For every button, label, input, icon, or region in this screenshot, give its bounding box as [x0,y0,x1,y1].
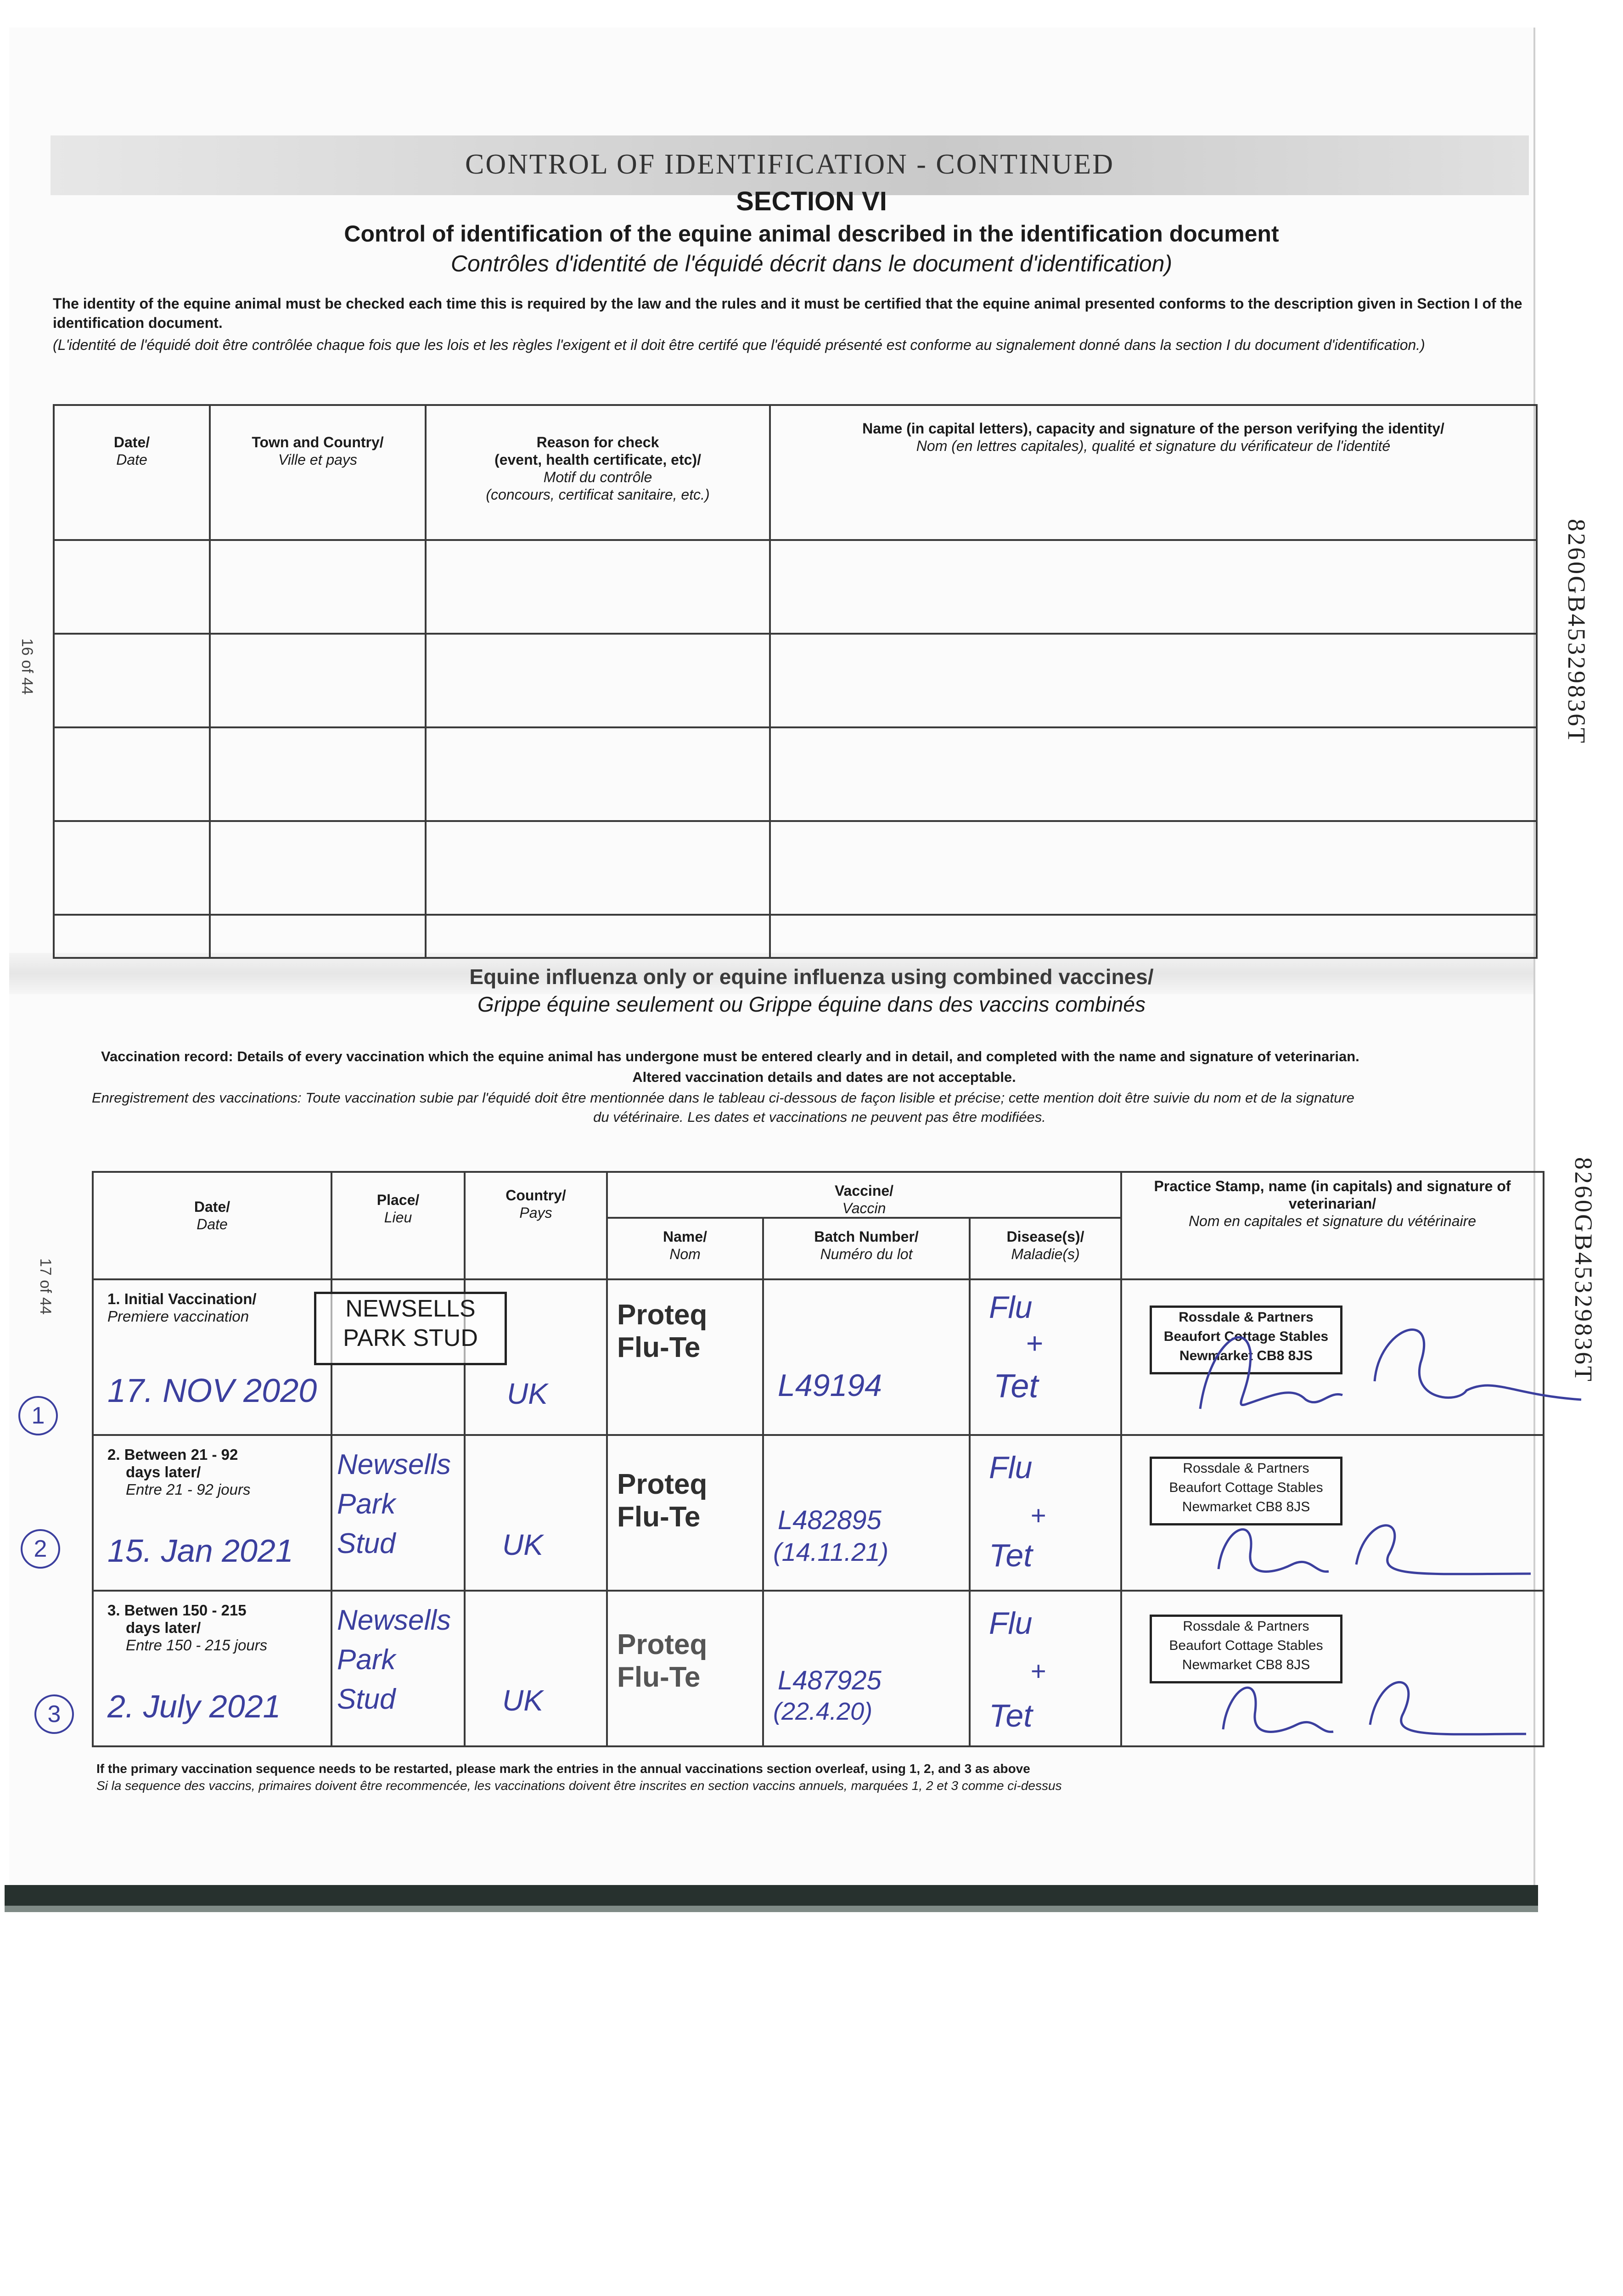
id-col-name-en: Name (in capital letters), capacity and signature of the person verifying the identity/ [862,420,1444,437]
place-line-3: Stud [337,1683,396,1715]
page-number-16: 16 of 44 [18,638,36,695]
id-col-name-fr: Nom (en lettres capitales), qualité et signature du vérificateur de l'identité [916,438,1391,454]
vacc-name-cell[interactable] [607,1591,763,1746]
vacc-col-batch [763,1218,970,1279]
disease-2: Tet [994,1368,1039,1405]
passport-number-bottom: 8260GB45329836T [1570,1157,1597,1383]
vacc-col-date-fr: Date [197,1216,228,1232]
vacc-col-vaccine-en: Vaccine/ [834,1182,894,1199]
intro-fr: (L'identité de l'équidé doit être contrôlée chaque fois que les lois et les règles l'exigent et il doit être certifé que l'équidé présenté est conforme au signalement donné dans la section I du document d'identification.) [53,337,1425,353]
id-col-date-en: Date/ [113,434,150,450]
passport-spine-edge [5,1906,1538,1912]
id-col-reason-en2: (event, health certificate, etc)/ [494,451,701,468]
id-col-town-en: Town and Country/ [252,434,384,450]
vacc-col-place-en: Place/ [376,1192,420,1208]
id-table-row [54,821,1537,915]
batch-number: L482895 [778,1505,882,1535]
vacc-record-en2: Altered vaccination details and dates are not acceptable. [632,1069,1016,1085]
vacc-place [337,1601,451,1719]
vacc-col-vaccine [607,1172,1121,1218]
row-label-en: 3. Betwen 150 - 215 [107,1602,247,1619]
vacc-disease-cell[interactable] [970,1435,1121,1591]
vacc-place-cell[interactable] [331,1591,465,1746]
vaccination-row-1 [93,1279,1544,1435]
vaccine-name: Proteq Flu-Te [617,1469,708,1533]
vacc-col-batch-fr: Numéro du lot [820,1246,913,1262]
vaccination-row-3 [93,1591,1544,1746]
practice-line-1: Rossdale & Partners [1183,1619,1309,1634]
place-line-1: Newsells [337,1449,451,1480]
vacc-col-name [607,1218,763,1279]
vacc-col-name-fr: Nom [669,1246,701,1262]
practice-line-1: Rossdale & Partners [1183,1461,1309,1476]
disease-plus: + [1026,1327,1043,1360]
batch-date: (14.11.21) [773,1537,889,1566]
disease-plus: + [1030,1656,1046,1686]
vacc-date-cell[interactable] [93,1591,331,1746]
vaccination-table [92,1171,1544,1747]
id-cell[interactable] [426,540,770,634]
vacc-country: UK [502,1684,543,1717]
batch-date: (22.4.20) [773,1698,873,1725]
passport-spine [5,1885,1538,1906]
row-label-en: 2. Between 21 - 92 [107,1446,238,1463]
id-col-town [210,405,426,540]
vacc-country-cell[interactable] [465,1435,607,1591]
id-cell[interactable] [770,634,1537,727]
id-table-row [54,634,1537,727]
id-col-date-fr: Date [116,451,147,468]
id-cell[interactable] [54,540,210,634]
vet-signature [1182,1289,1586,1436]
section-title-en: Control of identification of the equine animal described in the identification document [344,221,1279,247]
batch-number: L487925 [778,1666,882,1695]
row-label [107,1446,250,1498]
vacc-col-disease-fr: Maladie(s) [1011,1246,1080,1262]
vacc-name-cell[interactable] [607,1279,763,1435]
vacc-place-cell[interactable] [331,1279,478,1435]
vacc-date: 15. Jan 2021 [107,1533,293,1569]
id-col-reason-fr1: Motif du contrôle [543,469,652,485]
vacc-col-date [93,1172,331,1279]
vacc-practice-cell[interactable] [1121,1435,1544,1591]
id-table-row [54,727,1537,821]
id-table-header [54,405,1537,540]
vacc-col-place [331,1172,465,1279]
vacc-col-practice-fr: Nom en capitales et signature du vétérinaire [1188,1213,1477,1229]
influenza-title-en: Equine influenza only or equine influenza using combined vaccines/ [469,965,1154,989]
practice-line-2: Beaufort Cottage Stables [1169,1480,1323,1495]
section-heading: SECTION VI [736,186,887,216]
vacc-batch-cell[interactable] [763,1591,970,1746]
vet-signature [1191,1486,1540,1587]
vacc-date-cell[interactable] [93,1435,331,1591]
stamp-line-2: PARK STUD [343,1325,478,1351]
vacc-batch-cell[interactable] [763,1279,970,1435]
id-cell[interactable] [426,915,770,958]
place-line-2: Park [337,1488,396,1520]
influenza-title-fr: Grippe équine seulement ou Grippe équine dans des vaccins combinés [477,992,1146,1016]
row-label [107,1290,257,1325]
identification-check-table [53,404,1538,959]
row-label-fr: Premiere vaccination [107,1308,249,1325]
disease-1: Flu [989,1290,1033,1325]
practice-line-2: Beaufort Cottage Stables [1163,1329,1329,1344]
practice-line-3: Newmarket CB8 8JS [1179,1348,1313,1363]
vacc-col-batch-en: Batch Number/ [814,1228,919,1245]
circled-number-3: 3 [34,1694,74,1734]
id-col-reason [426,405,770,540]
disease-1: Flu [989,1450,1033,1485]
id-cell[interactable] [210,915,426,958]
id-table-row [54,540,1537,634]
vacc-disease-cell[interactable] [970,1591,1121,1746]
section-title-fr: Contrôles d'identité de l'équidé décrit dans le document d'identification) [450,251,1173,276]
place-line-2: Park [337,1644,396,1676]
id-cell[interactable] [54,821,210,915]
vacc-col-disease-en: Disease(s)/ [1006,1228,1084,1245]
vacc-country-cell[interactable] [465,1591,607,1746]
vacc-col-vaccine-fr: Vaccin [842,1200,886,1216]
row-label [107,1602,267,1654]
disease-1: Flu [989,1606,1033,1641]
row-label-en2: days later/ [126,1463,201,1480]
practice-line-2: Beaufort Cottage Stables [1169,1638,1323,1653]
vacc-disease-cell[interactable] [970,1279,1121,1435]
footer-en: If the primary vaccination sequence needs to be restarted, please mark the entries in the annual vaccinations section overleaf, using 1, 2, and 3 as above [96,1761,1030,1776]
id-cell[interactable] [54,727,210,821]
vacc-date-cell[interactable] [93,1279,331,1435]
id-cell[interactable] [770,540,1537,634]
vacc-date: 17. NOV 2020 [107,1373,317,1409]
vacc-col-name-en: Name/ [663,1228,708,1245]
row-label-en: 1. Initial Vaccination/ [107,1290,257,1307]
intro-en: The identity of the equine animal must be checked each time this is required by the law and the rules and it must be certified that the equine animal presented conforms to the description given in Section I of the identification document. [53,295,1522,331]
vacc-practice-cell[interactable] [1121,1279,1544,1435]
id-table-row [54,915,1537,958]
vacc-country: UK [507,1377,548,1410]
vaccine-name: Proteq Flu-Te [617,1629,708,1693]
vacc-country-cell[interactable] [465,1279,607,1435]
id-cell[interactable] [770,915,1537,958]
vacc-header-row-1 [93,1172,1544,1218]
vet-signature [1196,1642,1535,1743]
vacc-country: UK [502,1528,543,1561]
vacc-practice-cell[interactable] [1121,1591,1544,1746]
vacc-record-en: Vaccination record: Details of every vaccination which the equine animal has undergone must be entered clearly and in detail, and completed with the name and signature of veterinarian. [101,1048,1359,1064]
id-col-reason-en1: Reason for check [536,434,659,450]
vacc-col-practice [1121,1172,1544,1279]
id-col-reason-fr2: (concours, certificat sanitaire, etc.) [486,486,710,503]
batch-number: L49194 [778,1368,882,1403]
vacc-col-practice-en: Practice Stamp, name (in capitals) and signature of veterinarian/ [1154,1178,1511,1212]
stamp-line-1: NEWSELLS [345,1295,476,1322]
vacc-col-country-en: Country/ [505,1187,566,1204]
id-cell[interactable] [210,540,426,634]
vaccine-name: Proteq Flu-Te [617,1299,708,1363]
page-number-17: 17 of 44 [37,1258,54,1315]
id-cell[interactable] [210,727,426,821]
vacc-record-fr: Enregistrement des vaccinations: Toute vaccination subie par l'équidé doit être mentionnée dans le tableau ci-dessous de façon lisible et précise; cette mention doit être suivie du nom et de la signature [92,1090,1354,1106]
circled-number-1: 1 [18,1396,58,1435]
vacc-place-cell[interactable] [331,1435,465,1591]
banner-title: CONTROL OF IDENTIFICATION - CONTINUED [465,149,1115,180]
id-col-name [770,405,1537,540]
place-line-3: Stud [337,1528,396,1559]
id-cell[interactable] [54,915,210,958]
vacc-col-country-fr: Pays [519,1204,552,1221]
vacc-date: 2. July 2021 [107,1688,281,1724]
id-cell[interactable] [426,727,770,821]
id-cell[interactable] [770,821,1537,915]
row-label-en2: days later/ [126,1619,201,1636]
disease-2: Tet [989,1698,1033,1733]
vacc-col-disease [970,1218,1121,1279]
id-cell[interactable] [54,634,210,727]
practice-line-3: Newmarket CB8 8JS [1182,1657,1310,1672]
row-label-fr: Entre 150 - 215 jours [126,1637,268,1654]
vaccination-row-2 [93,1435,1544,1591]
id-col-date [54,405,210,540]
vacc-batch-cell[interactable] [763,1435,970,1591]
practice-line-3: Newmarket CB8 8JS [1182,1499,1310,1514]
vacc-name-cell[interactable] [607,1435,763,1591]
disease-plus: + [1030,1501,1046,1531]
vacc-col-country [465,1172,607,1279]
vacc-col-date-en: Date/ [194,1199,230,1215]
circled-number-2: 2 [21,1529,60,1569]
practice-line-1: Rossdale & Partners [1179,1310,1314,1325]
id-cell[interactable] [426,634,770,727]
vacc-place [337,1445,451,1564]
id-cell[interactable] [210,634,426,727]
id-cell[interactable] [426,821,770,915]
footer-fr: Si la sequence des vaccins, primaires doivent être recommencée, les vaccinations doivent être inscrites en section vaccins annuels, marquées 1, 2 et 3 comme ci-dessus [96,1778,1062,1793]
id-cell[interactable] [770,727,1537,821]
vacc-col-place-fr: Lieu [384,1209,412,1226]
place-line-1: Newsells [337,1604,451,1636]
row-label-fr: Entre 21 - 92 jours [126,1481,251,1498]
id-cell[interactable] [210,821,426,915]
id-col-town-fr: Ville et pays [278,451,357,468]
passport-number-top: 8260GB45329836T [1563,519,1590,745]
vacc-record-fr2: du vétérinaire. Les dates et vaccinations ne peuvent pas être modifiées. [593,1109,1046,1125]
disease-2: Tet [989,1537,1033,1573]
